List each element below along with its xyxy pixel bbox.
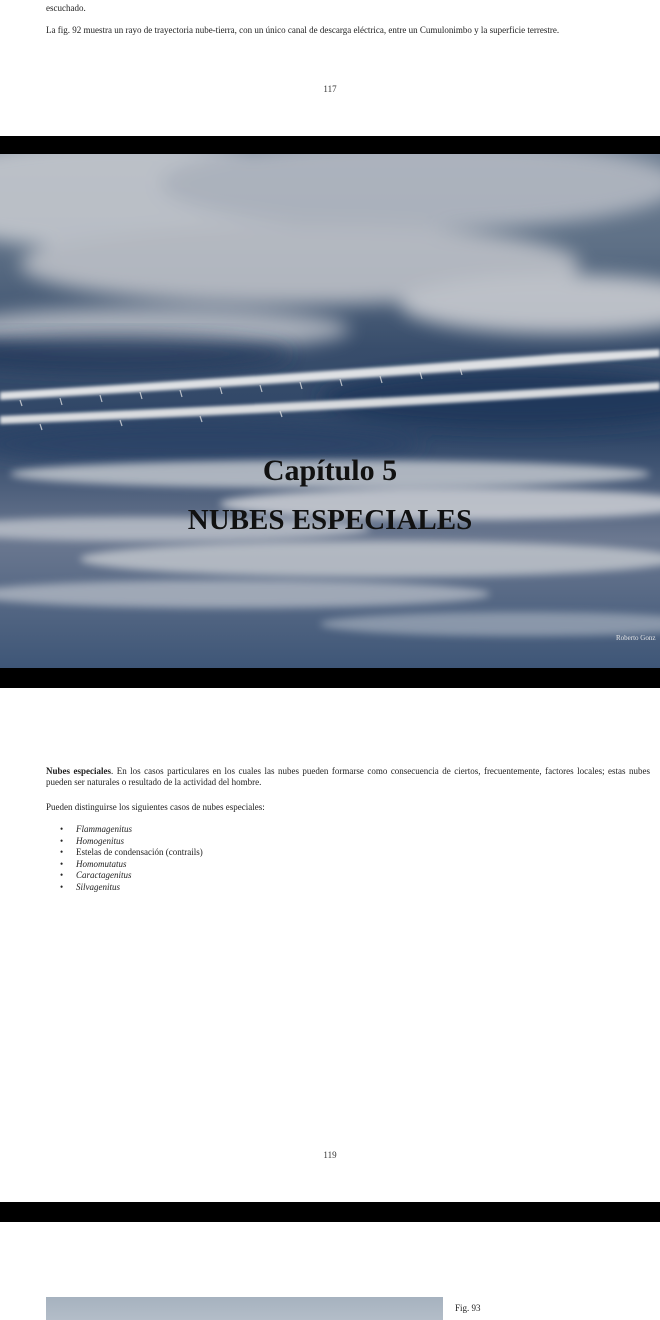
sky-clouds-illustration (0, 154, 660, 668)
paragraph-lead: Pueden distinguirse los siguientes casos de nubes especiales: (46, 802, 265, 812)
figure-label: Fig. 93 (455, 1303, 481, 1313)
page-separator (0, 136, 660, 154)
text-line-escuchado: escuchado. (46, 3, 86, 13)
list-item: • Silvagenitus (60, 882, 203, 894)
list-item: • Caractagenitus (60, 870, 203, 882)
chapter-label: Capítulo 5 (262, 454, 398, 487)
chapter-cover-image (0, 154, 660, 668)
page-separator (0, 1202, 660, 1222)
page-separator (0, 668, 660, 688)
page-number: 119 (323, 1150, 337, 1160)
page-117 (0, 0, 660, 136)
list-item: • Flammagenitus (60, 824, 203, 836)
special-clouds-list (60, 824, 203, 893)
paragraph-fig-92: La fig. 92 muestra un rayo de trayectoria nube-tierra, con un único canal de descarga eléctrica, entre un Cumulonimbo y la superficie terrestre. (46, 25, 560, 35)
paragraph-nubes-especiales (46, 766, 650, 788)
list-item: • Homomutatus (60, 859, 203, 871)
chapter-title: NUBES ESPECIALES (187, 504, 473, 536)
page-number: 117 (323, 84, 337, 94)
list-item: • Homogenitus (60, 836, 203, 848)
photo-credit: Roberto Gonz (616, 634, 656, 642)
list-item: • Estelas de condensación (contrails) (60, 847, 203, 859)
page-119 (0, 688, 660, 1202)
term-nubes-especiales: Nubes especiales (46, 766, 111, 776)
figure-93-image (46, 1297, 443, 1320)
intro-text: . En los casos particulares en los cuales las nubes pueden formarse como consecuencia de ciertos, frecuentemente, factores locales; estas nubes pueden ser naturales o resultado de la actividad del hombre. (46, 766, 651, 787)
